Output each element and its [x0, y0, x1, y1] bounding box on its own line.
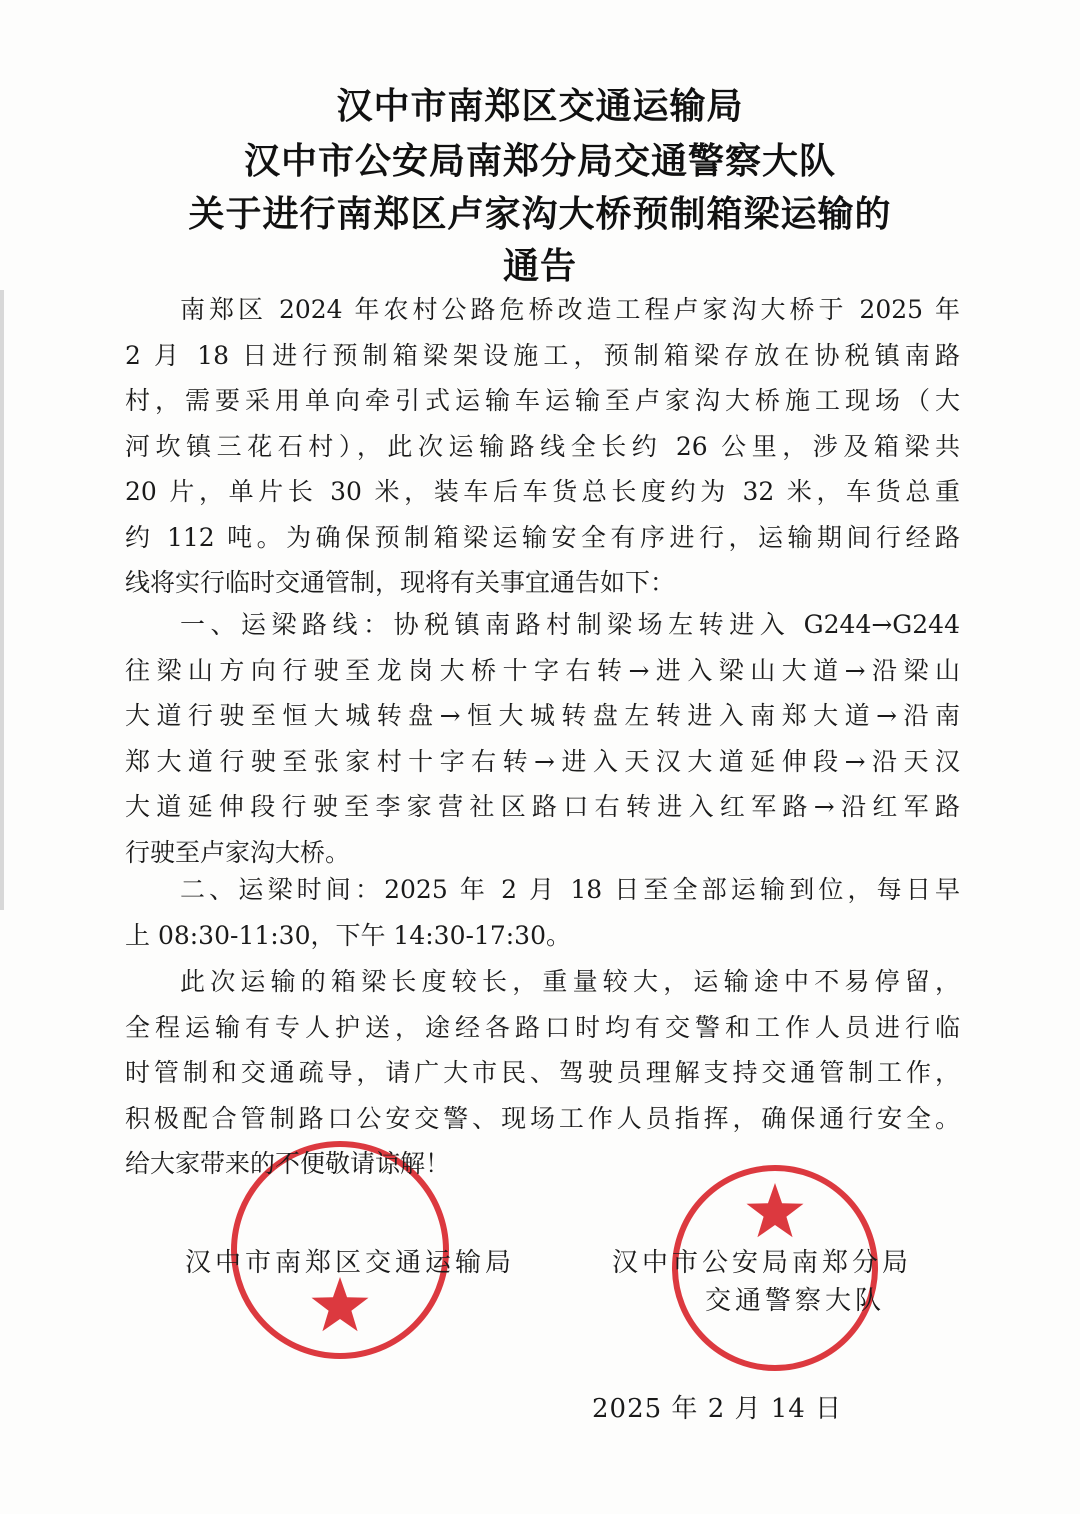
body-line: 大道行驶至恒大城转盘→恒大城转盘左转进入南郑大道→沿南 [125, 701, 960, 730]
body-line: 二、运梁时间：2025 年 2 月 18 日至全部运输到位，每日早 [180, 875, 960, 904]
body-line: 时管制和交通疏导，请广大市民、驾驶员理解支持交通管制工作， [125, 1058, 960, 1087]
body-line: 一、运梁路线：协税镇南路村制梁场左转进入 G244→G244 [180, 610, 960, 639]
page-edge-shadow [0, 290, 4, 910]
seal-star-icon [747, 1183, 804, 1237]
body-line: 20 片，单片长 30 米，装车后车货总长度约为 32 米，车货总重 [125, 477, 960, 506]
body-line: 大道延伸段行驶至李家营社区路口右转进入红军路→沿红军路 [125, 792, 960, 821]
title-line: 汉中市公安局南郑分局交通警察大队 [243, 140, 836, 182]
body-line: 约 112 吨。为确保预制箱梁运输安全有序进行，运输期间行经路 [125, 522, 960, 552]
signature-police-line1: 汉中市公安局南郑分局 [612, 1248, 913, 1278]
signature-transport-bureau: 汉中市南郑区交通运输局 [185, 1248, 516, 1278]
title-line: 汉中市南郑区交通运输局 [336, 85, 744, 127]
signature-police-line2: 交通警察大队 [705, 1286, 886, 1316]
body-line: 南郑区 2024 年农村公路危桥改造工程卢家沟大桥于 2025 年 [180, 295, 960, 324]
body-line: 此次运输的箱梁长度较长，重量较大，运输途中不易停留， [180, 967, 960, 996]
title-line: 关于进行南郑区卢家沟大桥预制箱梁运输的 [188, 193, 892, 235]
body-line: 河坎镇三花石村），此次运输路线全长约 26 公里，涉及箱梁共 [125, 431, 960, 461]
issue-date: 2025 年 2 月 14 日 [592, 1394, 843, 1424]
seal-star-icon [312, 1277, 369, 1331]
body-line: 给大家带来的不便敬请谅解！ [125, 1149, 451, 1178]
body-line: 往梁山方向行驶至龙岗大桥十字右转→进入梁山大道→沿梁山 [125, 655, 960, 685]
body-line: 全程运输有专人护送，途经各路口时均有交警和工作人员进行临 [125, 1012, 960, 1042]
body-line: 积极配合管制路口公安交警、现场工作人员指挥，确保通行安全。 [125, 1103, 960, 1133]
body-line: 郑大道行驶至张家村十字右转→进入天汉大道延伸段→沿天汉 [125, 746, 960, 776]
body-line: 上 08:30-11:30，下午 14:30-17:30。 [125, 920, 571, 950]
body-line: 行驶至卢家沟大桥。 [125, 837, 351, 867]
body-line: 线将实行临时交通管制，现将有关事宜通告如下： [125, 568, 676, 597]
body-line: 2 月 18 日进行预制箱梁架设施工，预制箱梁存放在协税镇南路 [125, 340, 960, 370]
body-line: 村，需要采用单向牵引式运输车运输至卢家沟大桥施工现场（大 [125, 386, 960, 415]
title-line: 通告 [502, 245, 577, 287]
